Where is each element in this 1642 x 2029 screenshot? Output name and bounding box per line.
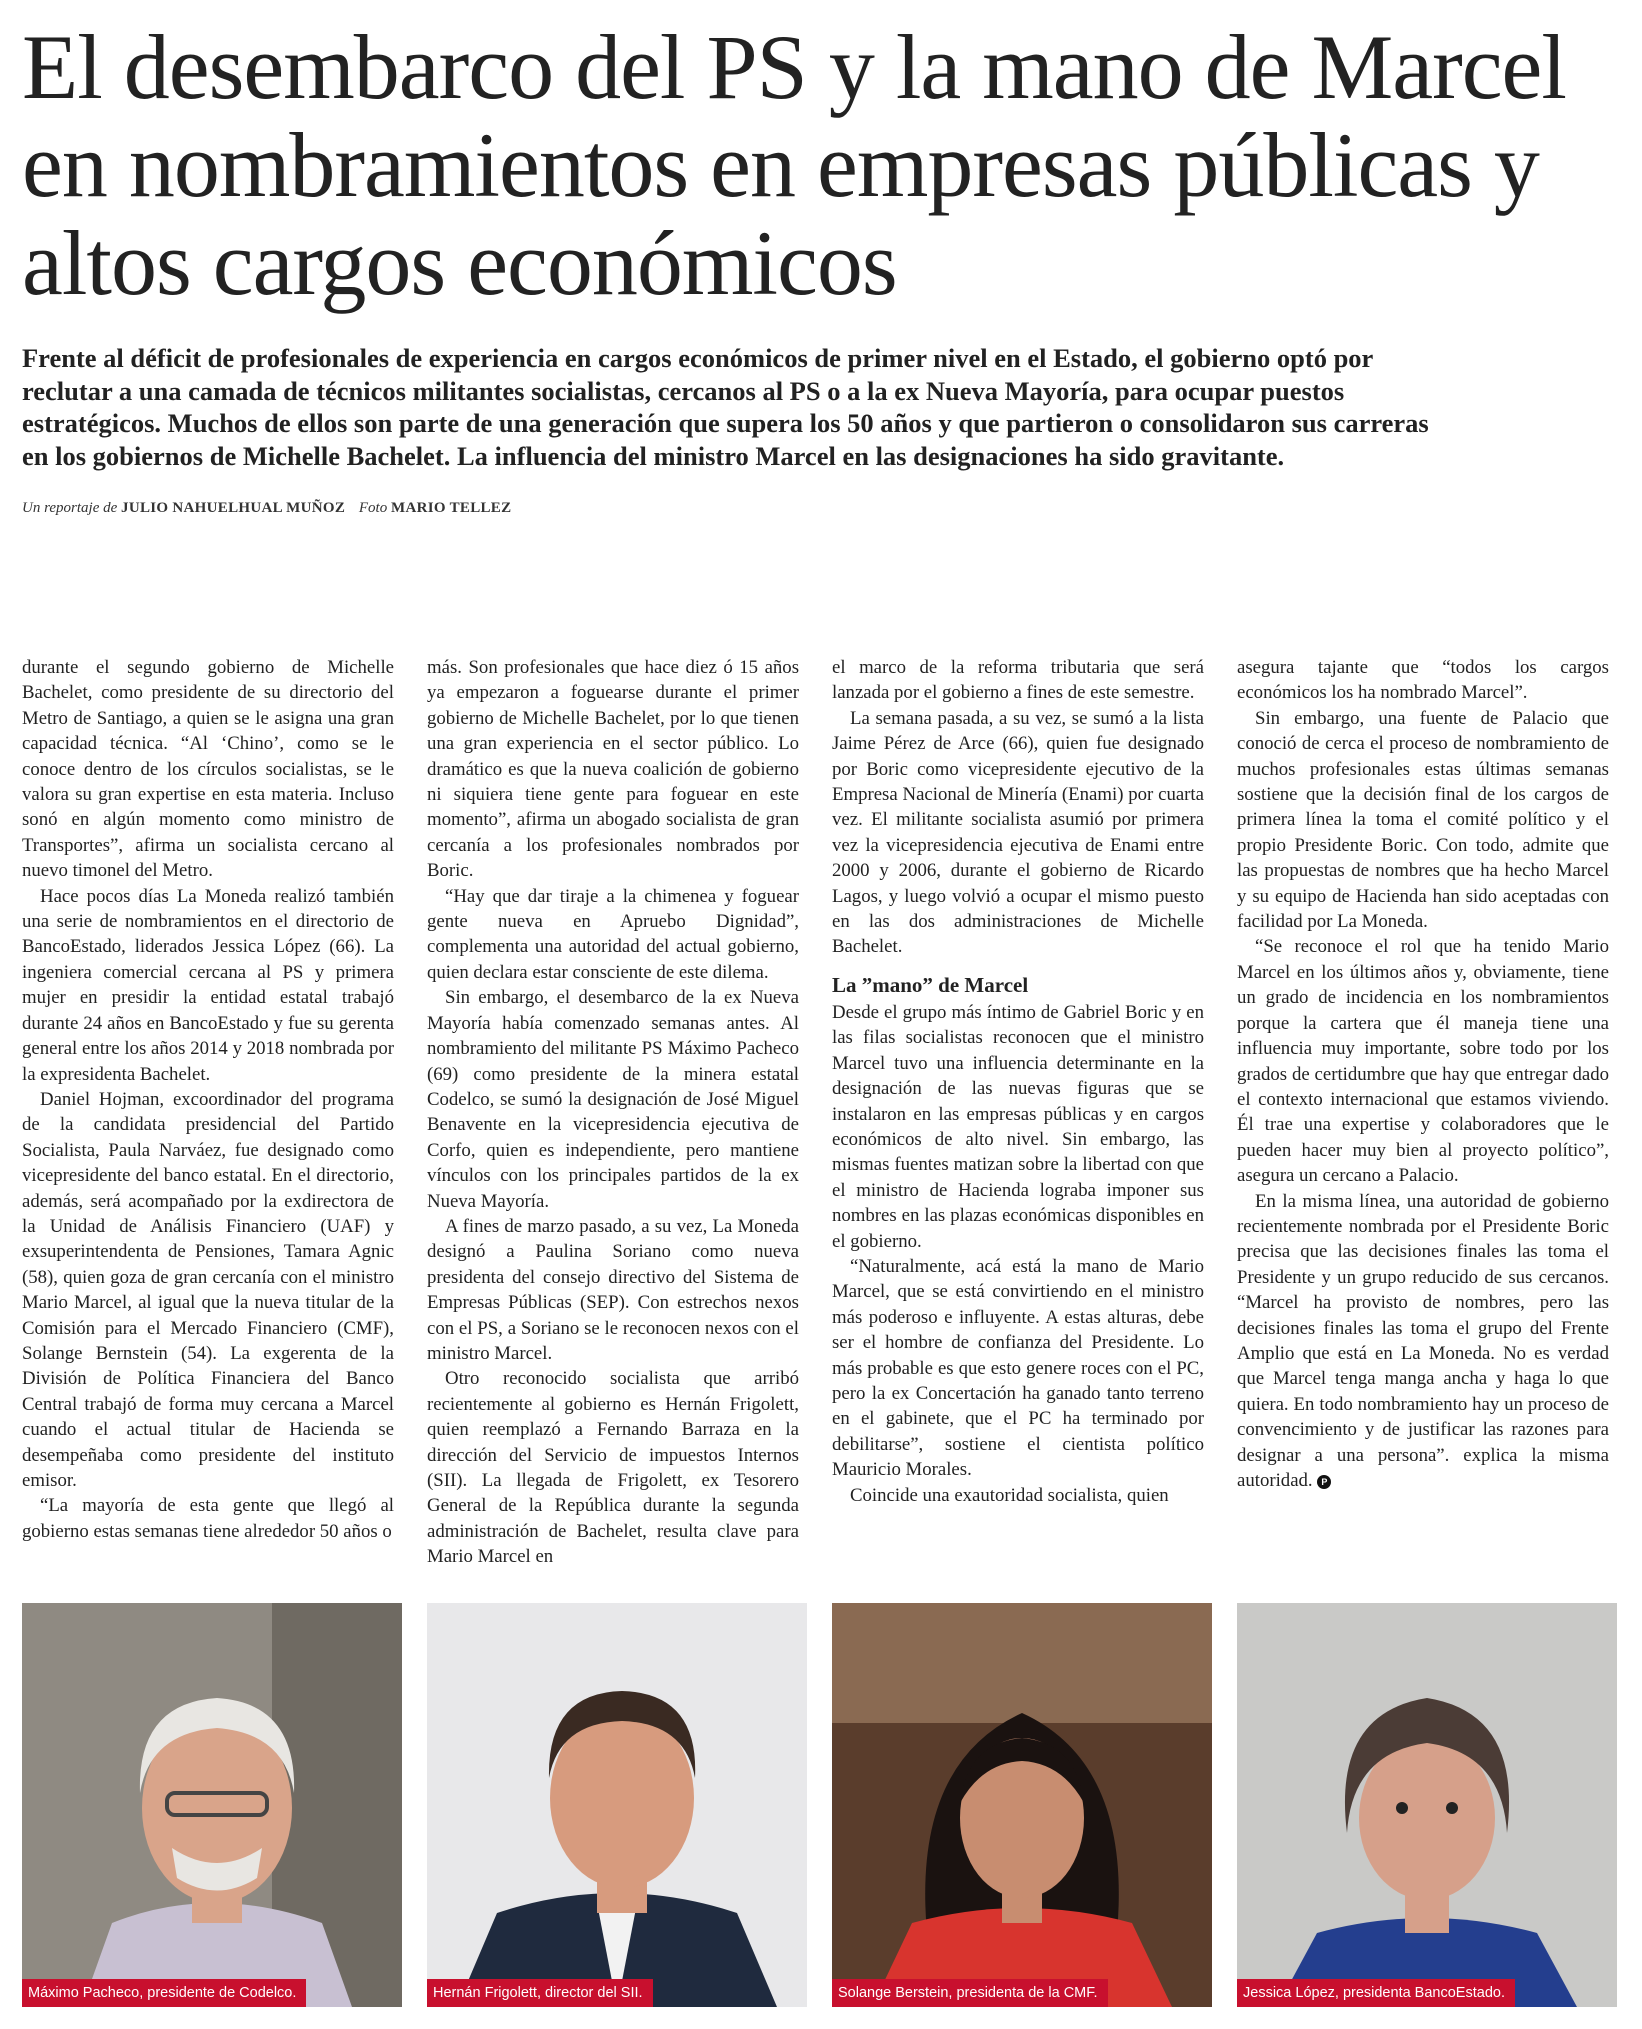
photo-solange-berstein [832, 1603, 1212, 2007]
byline-report-label: Un reportaje de [22, 500, 118, 516]
column-paragraph: Coincide una exautoridad socialista, quien [850, 1484, 1169, 1506]
column-paragraph: La semana pasada, a su vez, se sumó a la lista Jaime Pérez de Arce (66), quien fue designado por Boric como vicepresidente ejecutivo de la Empresa Nacional de Minería (Enami) por cuarta vez. El militante socialista asumió por primera vez la vicepresidencia ejecutiva de Enami entre 2000 y 2006, durante el gobierno de Ricardo Lagos, y luego volvió a ocupar el mismo puesto en las dos administraciones de Michelle Bachelet. [832, 707, 1204, 958]
column-paragraph: Daniel Hojman, excoordinador del programa de la candidata presidencial del Partido Socialista, Paula Narváez, fue designado como vicepresidente del banco estatal. En el directorio, además, será acompañado por la exdirectora de la Unidad de Análisis Financiero (UAF) y exsuperintendenta de Pensiones, Tamara Agnic (58), quien goza de gran cercanía con el ministro Mario Marcel, al igual que la nueva titular de la Comisión para el Mercado Financiero (CMF), Solange Bernstein (54). La exgerenta de la División de Política Financiera del Banco Central trabajó de forma muy cercana a Marcel cuando el actual titular de Hacienda se desempeñaba como presidente del instituto emisor. [22, 1088, 394, 1491]
lead-paragraph: Frente al déficit de profesionales de experiencia en cargos económicos de primer nivel en el Estado, el gobierno optó por reclutar a una camada de técnicos militantes socialistas, cercanos al PS o a la ex Nueva Mayoría, para ocupar puestos estratégicos. Muchos de ellos son parte de una generación que supera los 50 años y que partieron o consolidaron sus carreras en los gobiernos de Michelle Bachelet. La influencia del ministro Marcel en las designaciones ha sido gravitante. [22, 343, 1429, 471]
photo-caption: Solange Berstein, presidenta de la CMF. [832, 1979, 1108, 2007]
column-paragraph: Sin embargo, el desembarco de la ex Nueva Mayoría había comenzado semanas antes. Al nombramiento del militante PS Máximo Pacheco (69) como presidente de la minera estatal Codelco, se sumó la designación de José Miguel Benavente en la vicepresidencia ejecutiva de Corfo, quien es independiente, pero mantiene vínculos con los principales partidos de la ex Nueva Mayoría. [427, 987, 799, 1212]
column-2 [427, 655, 799, 1570]
byline-photo-label: Foto [358, 500, 388, 516]
byline-author: JULIO NAHUELHUAL MUÑOZ [121, 500, 346, 516]
photo-maximo-pacheco [22, 1603, 402, 2007]
column-paragraph [1237, 1189, 1609, 1494]
column-paragraph: “Se reconoce el rol que ha tenido Mario Marcel en los últimos años y, obviamente, tiene un grado de incidencia en los nombramientos porque la cartera que él maneja tiene una influencia muy importante, sobre todo por los grados de certidumbre que hay que entregar dado el contexto internacional que estamos viviendo. Él trae una expertise y colaboradores que le pueden hacer muy bien al proyecto político”, asegura un cercano a Palacio. [1237, 936, 1609, 1187]
column-paragraph: “La mayoría de esta gente que llegó al gobierno estas semanas tiene alrededor 50 años o [22, 1495, 394, 1542]
column-paragraph: “Naturalmente, acá está la mano de Mario Marcel, que se está convirtiendo en el ministro más poderoso e influyente. A estas alturas, debe ser el hombre de confianza del Presidente. Lo más probable es que esto genere roces con el PC, pero la ex Concertación ha ganado tanto terreno en el gabinete, que el PC ha terminado por debilitarse”, sostiene el cientista político Mauricio Morales. [832, 1255, 1204, 1481]
column-3 [832, 655, 1204, 1508]
column-paragraph: Sin embargo, una fuente de Palacio que conoció de cerca el proceso de nombramiento de muchos profesionales estas últimas semanas sostiene que la decisión final de los cargos de primera línea la toma el comité político y el propio Presidente Boric. Con todo, admite que las propuestas de nombres que ha hecho Marcel y su equipo de Hacienda han sido aceptadas con facilidad por La Moneda. [1237, 707, 1609, 933]
column-paragraph: “Hay que dar tiraje a la chimenea y foguear gente nueva en Apruebo Dignidad”, complementa una autoridad del actual gobierno, quien declara estar consciente de este dilema. [427, 885, 799, 983]
subheading: La ”mano” de Marcel [832, 972, 1029, 997]
photo-caption: Hernán Frigolett, director del SII. [427, 1979, 653, 2007]
column-1 [22, 655, 394, 1544]
column-4 [1237, 655, 1609, 1493]
column-paragraph: Otro reconocido socialista que arribó recientemente al gobierno es Hernán Frigolett, quien reemplazó a Fernando Barraza en la dirección del Servicio de impuestos Internos (SII). La llegada de Frigolett, ex Tesorero General de la República durante la segunda administración de Bachelet, resulta clave para Mario Marcel en [427, 1368, 799, 1568]
column-paragraph: el marco de la reforma tributaria que será lanzada por el gobierno a fines de este semestre. [832, 657, 1204, 704]
portrait-image [832, 1603, 1212, 2007]
column-paragraph: Hace pocos días La Moneda realizó también una serie de nombramientos en el directorio de BancoEstado, liderados Jessica López (66). La ingeniera comercial cercana al PS y primera mujer en presidir la entidad estatal trabajó durante 24 años en BancoEstado y fue su gerenta general entre los años 2014 y 2018 nombrada por la expresidenta Bachelet. [22, 885, 394, 1085]
byline-photographer: MARIO TELLEZ [390, 500, 512, 516]
column-paragraph: durante el segundo gobierno de Michelle Bachelet, como presidente de su directorio del Metro de Santiago, a quien se le asigna una gran capacidad técnica. “Al ‘Chino’, como se le conoce dentro de los círculos socialistas, se le valora su gran expertise en esta materia. Incluso sonó en algún momento como ministro de Transportes”, afirma un socialista cercano al nuevo timonel del Metro. [22, 657, 394, 882]
last-paragraph-text: En la misma línea, una autoridad de gobierno recientemente nombrada por el Presidente Boric precisa que las decisiones finales las toma el Presidente y un grupo reducido de sus cercanos. “Marcel ha provisto de nombres, pero las decisiones finales las toma el grupo del Frente Amplio que está en La Moneda. No es verdad que Marcel tenga manga ancha y haga lo que quiera. En todo nombramiento hay un proceso de convencimiento y de justificar las razones para designar a una persona”. explica la misma autoridad. [1237, 1190, 1609, 1491]
photo-caption: Máximo Pacheco, presidente de Codelco. [22, 1979, 306, 2007]
column-paragraph: más. Son profesionales que hace diez ó 15 años ya empezaron a foguearse durante el primer gobierno de Michelle Bachelet, por lo que tienen una gran experiencia en el sector público. Lo dramático es que la nueva coalición de gobierno ni siquiera tiene gente para foguear en este momento”, afirma un abogado socialista de gran cercanía a los profesionales nombrados por Boric. [427, 657, 799, 882]
column-paragraph: Desde el grupo más íntimo de Gabriel Boric y en las filas socialistas reconocen que el ministro Marcel tuvo una influencia determinante en la designación de las nuevas figuras que se instalaron en las empresas públicas y en cargos económicos de alto nivel. Sin embargo, las mismas fuentes matizan sobre la libertad con que el ministro de Hacienda lograba imponer sus nombres en las plazas económicas disponibles en el gobierno. [832, 1001, 1204, 1252]
column-paragraph: A fines de marzo pasado, a su vez, La Moneda designó a Paulina Soriano como nueva presidenta del consejo directivo del Sistema de Empresas Públicas (SEP). Con estrechos nexos con el PS, a Soriano se le reconocen nexos con el ministro Marcel. [427, 1215, 799, 1364]
portrait-image [22, 1603, 402, 2007]
byline [22, 500, 521, 517]
column-paragraph: asegura tajante que “todos los cargos económicos los ha nombrado Marcel”. [1237, 657, 1609, 704]
photo-caption: Jessica López, presidenta BancoEstado. [1237, 1979, 1515, 2007]
headline: El desembarco del PS y la mano de Marcel en nombramientos en empresas públicas y altos cargos económicos [22, 16, 1566, 314]
photo-hernan-frigolett [427, 1603, 807, 2007]
photo-jessica-lopez [1237, 1603, 1617, 2007]
portrait-image [1237, 1603, 1617, 2007]
end-mark-icon: P [1317, 1475, 1331, 1489]
portrait-image [427, 1603, 807, 2007]
